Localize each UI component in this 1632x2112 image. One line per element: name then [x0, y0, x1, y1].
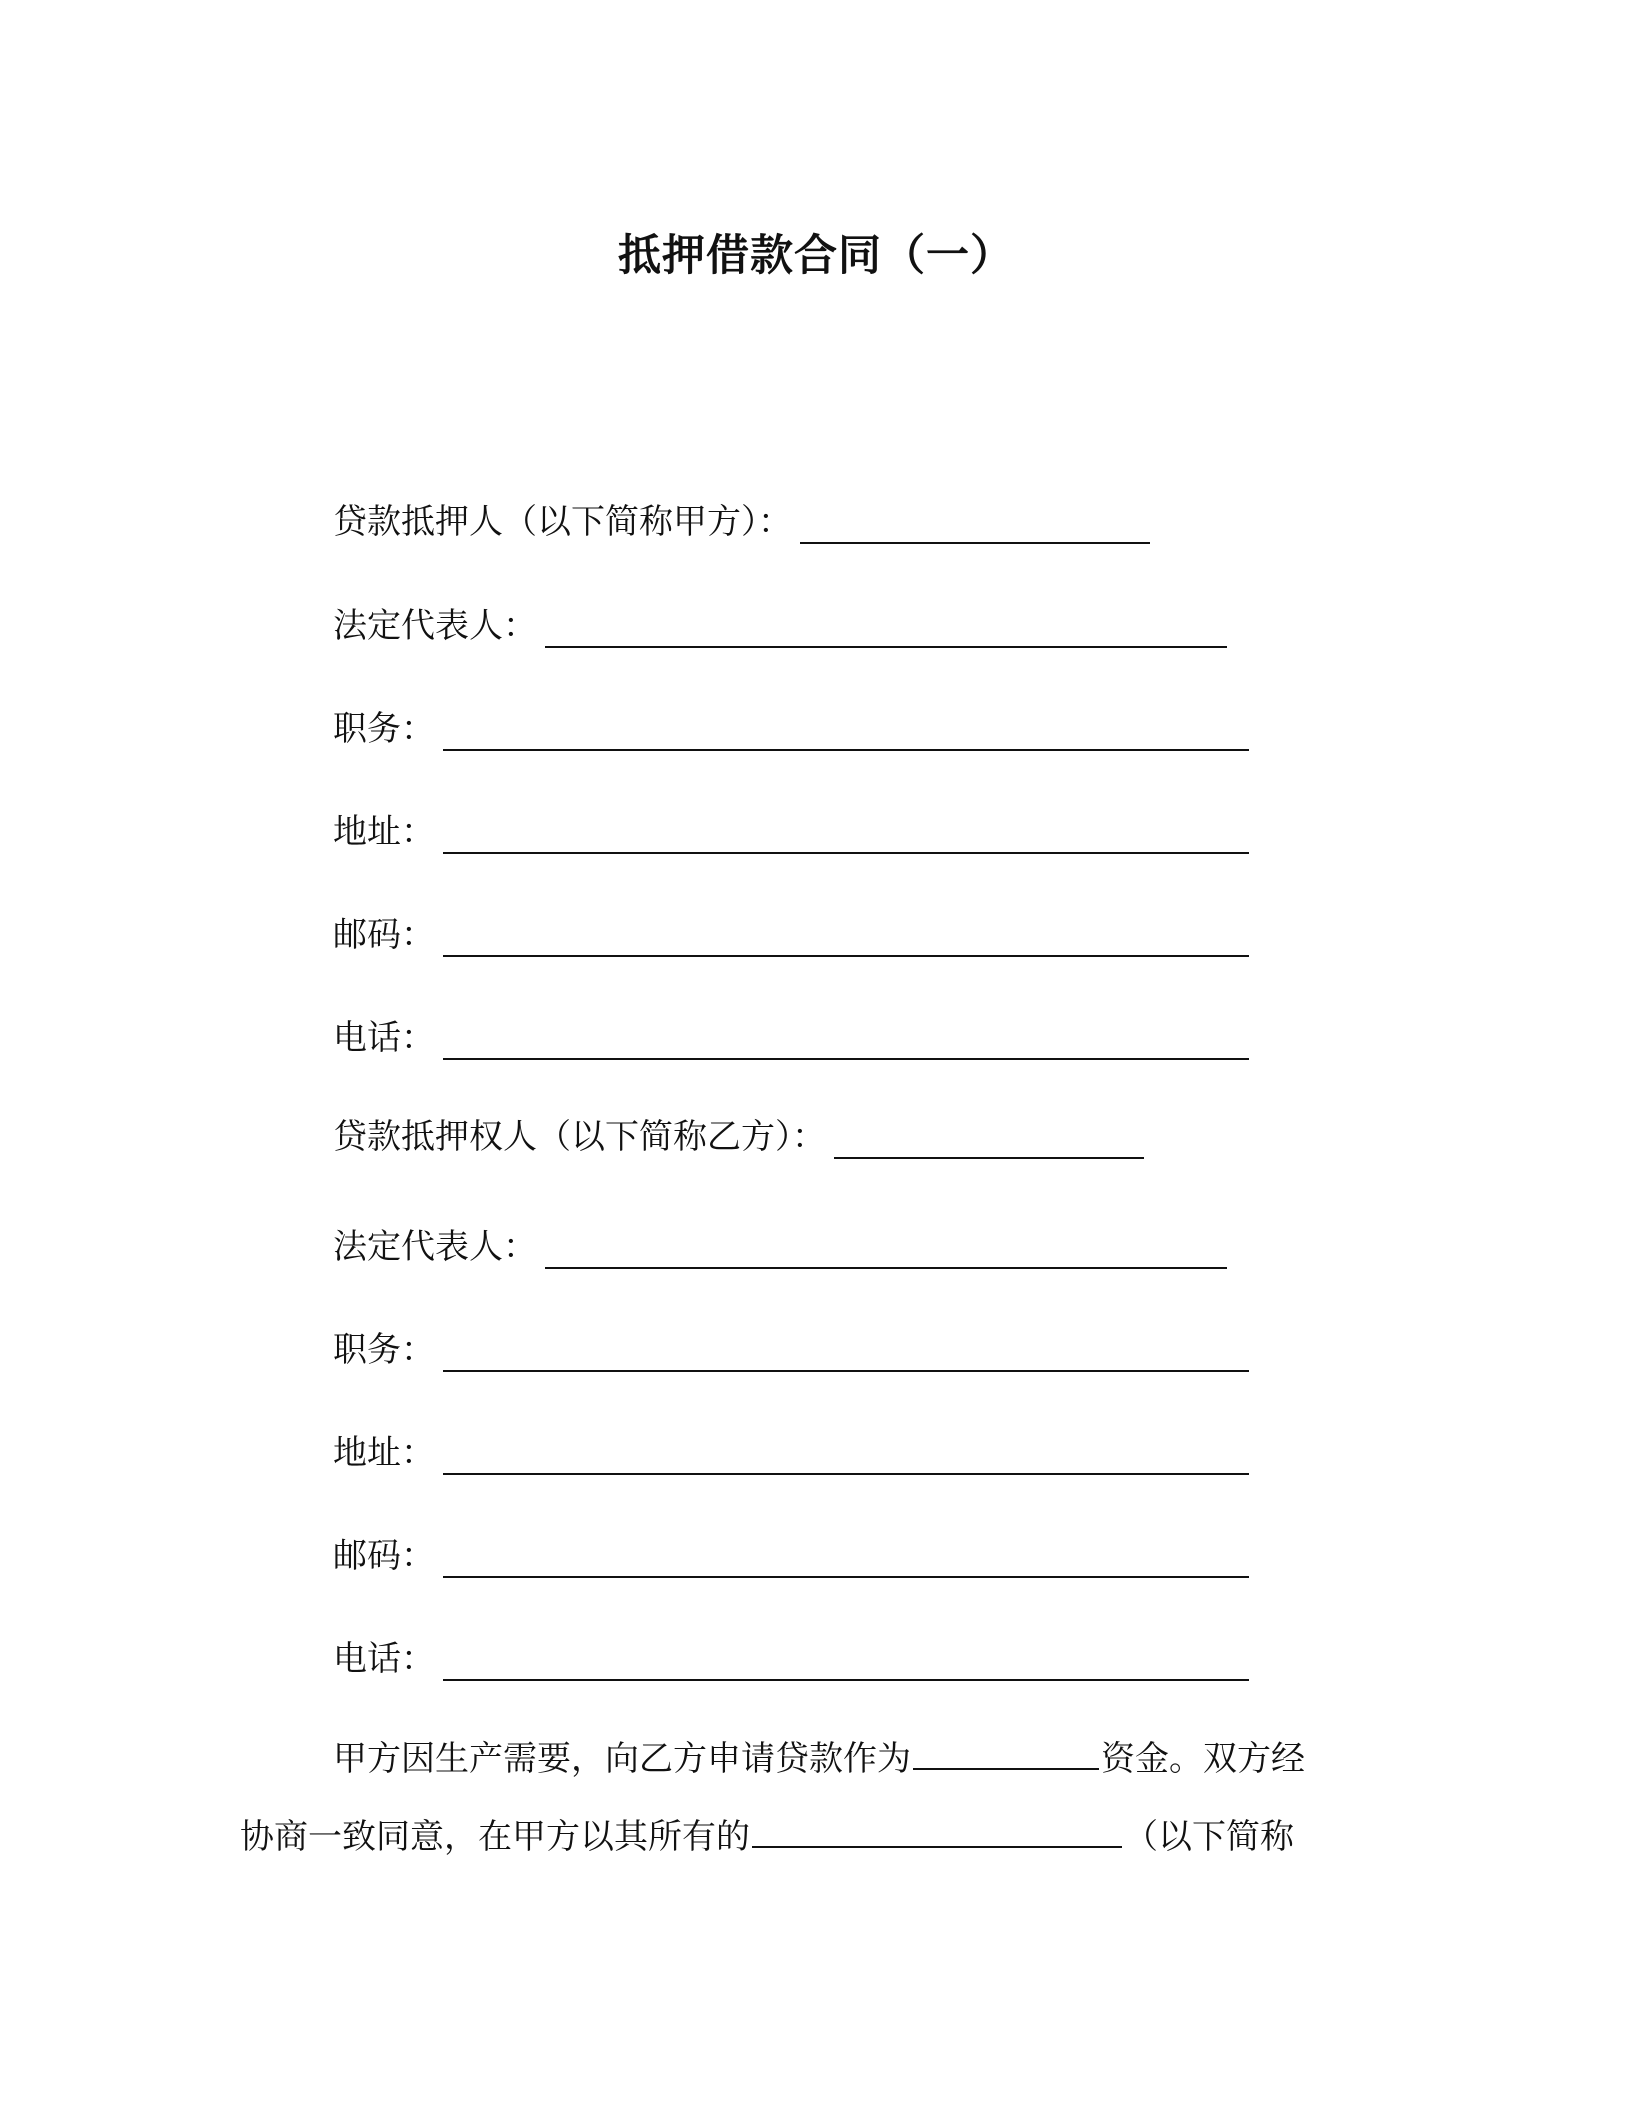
party-a-name-blank[interactable]: [800, 512, 1150, 544]
party-a-postcode-row: [333, 913, 1249, 957]
party-b-phone-blank[interactable]: [443, 1649, 1249, 1681]
party-b-heading-row: [333, 1115, 1144, 1159]
party-b-name-blank[interactable]: [834, 1127, 1144, 1159]
party-b-address-label: 地址：: [333, 1433, 435, 1473]
party-b-postcode-row: [333, 1534, 1249, 1578]
paragraph-text: 甲方因生产需要，向乙方申请贷款作为: [333, 1739, 911, 1779]
party-a-position-blank[interactable]: [443, 719, 1249, 751]
party-a-phone-row: [333, 1016, 1249, 1060]
party-a-phone-blank[interactable]: [443, 1028, 1249, 1060]
party-b-postcode-blank[interactable]: [443, 1546, 1249, 1578]
party-a-postcode-blank[interactable]: [443, 925, 1249, 957]
party-a-position-label: 职务：: [333, 709, 435, 749]
paragraph-line-1: [333, 1737, 1305, 1781]
party-b-phone-row: [333, 1637, 1249, 1681]
party-b-rep-blank[interactable]: [545, 1237, 1227, 1269]
party-a-position-row: [333, 707, 1249, 751]
party-b-address-blank[interactable]: [443, 1443, 1249, 1475]
party-a-rep-row: [333, 604, 1227, 648]
party-a-heading: 贷款抵押人（以下简称甲方）：: [333, 502, 792, 542]
party-a-address-blank[interactable]: [443, 822, 1249, 854]
paragraph-text: 协商一致同意，在甲方以其所有的: [240, 1817, 750, 1857]
party-b-address-row: [333, 1431, 1249, 1475]
party-b-position-label: 职务：: [333, 1330, 435, 1370]
loan-purpose-blank[interactable]: [913, 1738, 1099, 1770]
party-a-address-row: [333, 810, 1249, 854]
party-a-phone-label: 电话：: [333, 1018, 435, 1058]
page-title: 抵押借款合同（一）: [618, 231, 1014, 281]
paragraph-text: （以下简称: [1124, 1817, 1294, 1857]
party-a-postcode-label: 邮码：: [333, 915, 435, 955]
party-a-address-label: 地址：: [333, 812, 435, 852]
party-b-position-blank[interactable]: [443, 1340, 1249, 1372]
party-b-postcode-label: 邮码：: [333, 1536, 435, 1576]
party-a-heading-row: [333, 500, 1150, 544]
party-b-rep-row: [333, 1225, 1227, 1269]
party-a-rep-blank[interactable]: [545, 616, 1227, 648]
party-b-heading: 贷款抵押权人（以下简称乙方）：: [333, 1117, 826, 1157]
party-a-rep-label: 法定代表人：: [333, 606, 537, 646]
paragraph-text: 资金。双方经: [1101, 1739, 1305, 1779]
party-b-phone-label: 电话：: [333, 1639, 435, 1679]
party-b-rep-label: 法定代表人：: [333, 1227, 537, 1267]
paragraph-line-2: [240, 1815, 1294, 1859]
party-b-position-row: [333, 1328, 1249, 1372]
collateral-blank[interactable]: [752, 1816, 1122, 1848]
